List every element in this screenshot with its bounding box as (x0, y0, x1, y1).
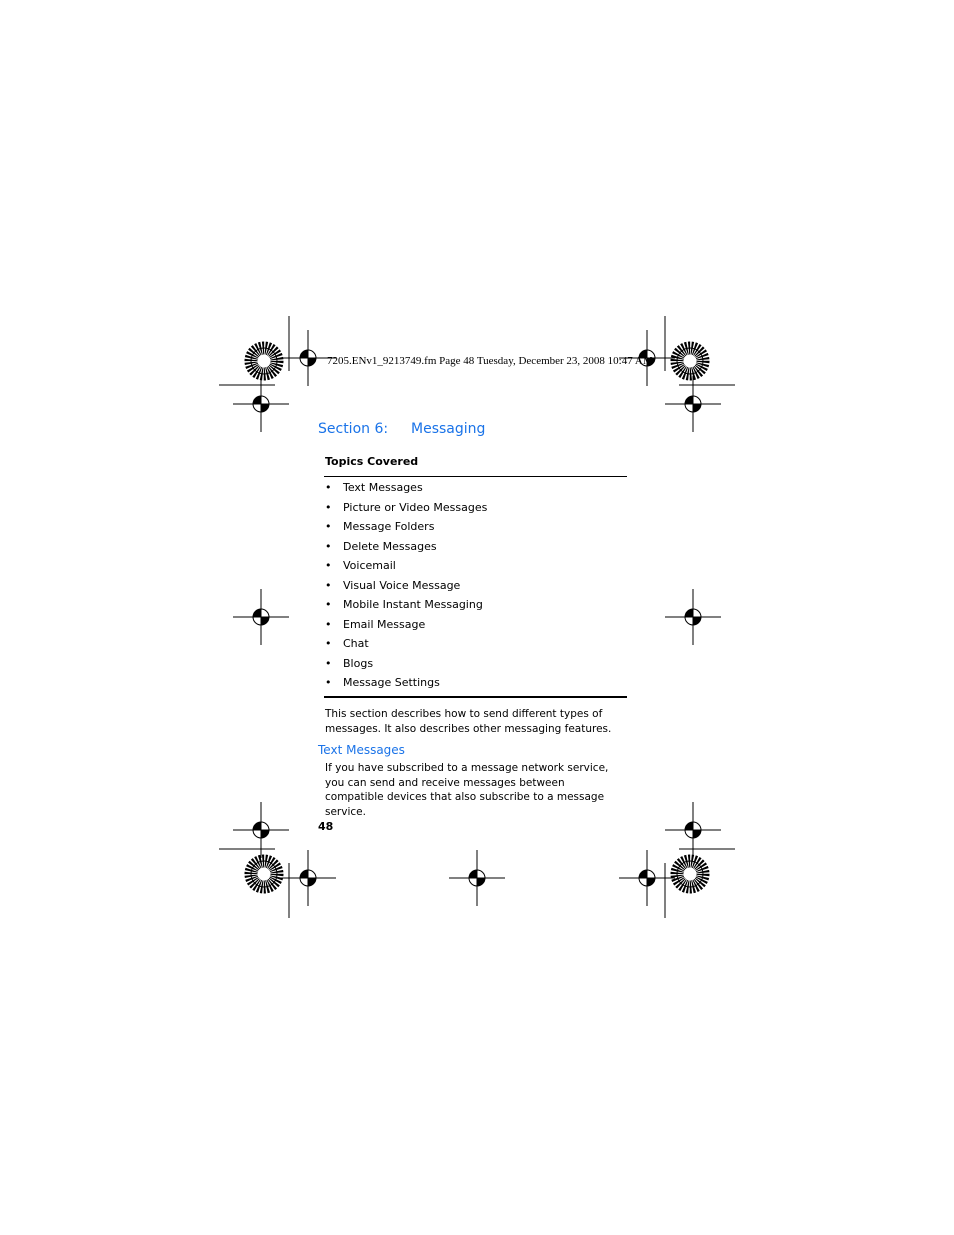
bullet-icon: • (325, 637, 332, 650)
topic-label: Voicemail (343, 559, 396, 572)
registration-mark (251, 861, 277, 887)
registration-mark (677, 861, 703, 887)
list-item (325, 558, 487, 578)
bullet-icon: • (325, 578, 332, 592)
bullet-icon: • (325, 500, 332, 514)
list-item (325, 500, 487, 520)
topic-label: Picture or Video Messages (343, 500, 488, 514)
topic-label: Message Folders (343, 520, 435, 533)
section-name: Messaging (411, 421, 486, 437)
registration-mark (251, 348, 277, 374)
registration-mark (233, 376, 289, 432)
topic-label: Visual Voice Message (343, 578, 461, 592)
bullet-icon: • (325, 539, 332, 553)
registration-mark (665, 589, 721, 645)
topics-list (325, 480, 487, 695)
bullet-icon: • (325, 656, 332, 670)
list-item (325, 519, 487, 539)
bullet-icon: • (325, 559, 332, 572)
page-number: 48 (318, 820, 334, 833)
list-item (325, 597, 487, 617)
list-item (325, 578, 487, 598)
list-item (325, 636, 487, 656)
registration-mark (233, 802, 289, 858)
registration-mark (619, 850, 675, 906)
intro-paragraph: This section describes how to send different types of messages. It also describes other messaging features. (325, 708, 612, 735)
registration-mark (280, 850, 336, 906)
topics-covered-label: Topics Covered (325, 455, 419, 468)
topic-label: Chat (343, 637, 369, 650)
list-item (325, 539, 487, 559)
registration-mark (233, 589, 289, 645)
topics-top-rule (324, 476, 627, 477)
bullet-icon: • (325, 617, 332, 631)
print-header-info: 7205.ENv1_9213749.fm Page 48 Tuesday, December 23, 2008 10:47 AM (327, 355, 653, 367)
bullet-icon: • (325, 481, 332, 494)
bullet-icon: • (325, 520, 332, 533)
topic-label: Blogs (343, 656, 374, 670)
topic-label: Delete Messages (343, 539, 437, 553)
topic-label: Mobile Instant Messaging (343, 598, 483, 611)
registration-mark (677, 348, 703, 374)
list-item (325, 617, 487, 637)
bullet-icon: • (325, 598, 332, 611)
topics-bottom-rule (324, 696, 627, 698)
text-messages-paragraph: If you have subscribed to a message network service, you can send and receive messages between compatible devices that also subscribe to a message service. (325, 762, 609, 819)
list-item (325, 656, 487, 676)
section-number: Section 6: (318, 421, 389, 437)
registration-mark (665, 376, 721, 432)
list-item (325, 480, 487, 500)
registration-mark (449, 850, 505, 906)
section-title (318, 421, 485, 437)
list-item (325, 675, 487, 695)
topic-label: Message Settings (343, 676, 440, 689)
topic-label: Text Messages (343, 481, 423, 494)
text-messages-heading: Text Messages (318, 743, 405, 757)
bullet-icon: • (325, 676, 332, 689)
topic-label: Email Message (343, 617, 426, 631)
registration-mark (665, 802, 721, 858)
